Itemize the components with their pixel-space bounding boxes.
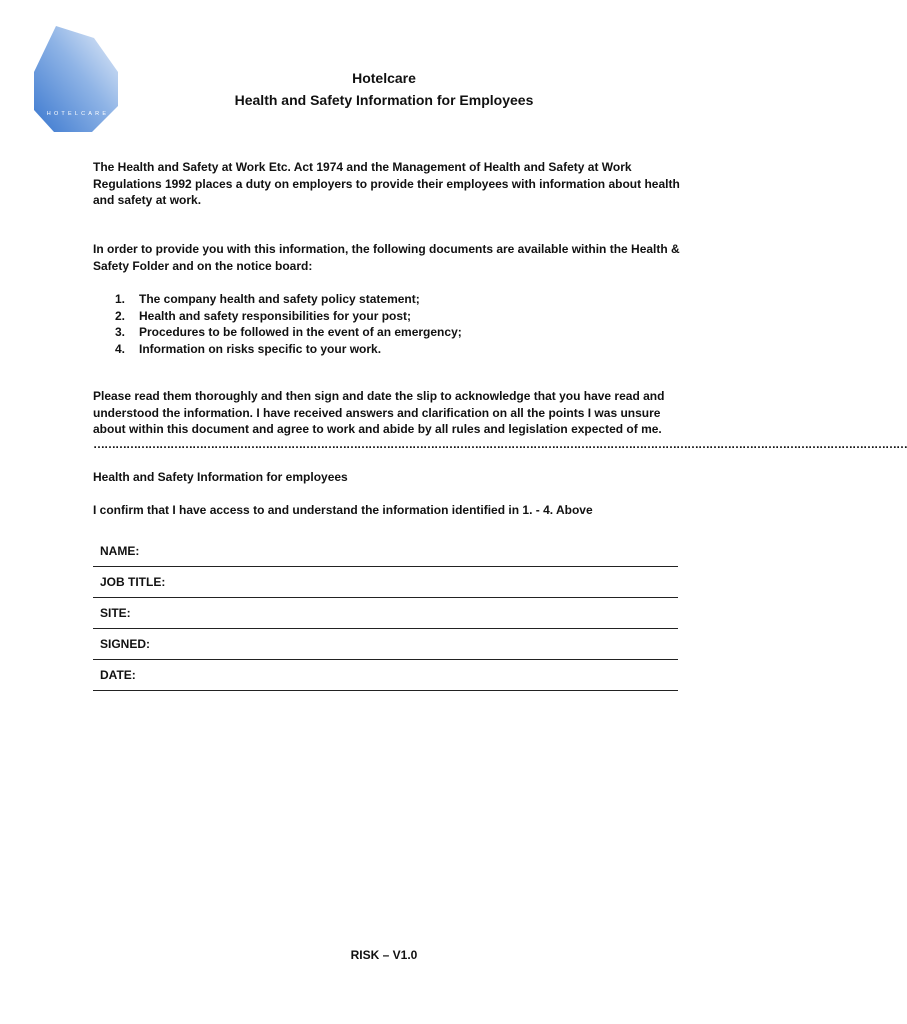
confirmation-statement: I confirm that I have access to and understand the information identified in 1. - 4. Above [93, 503, 593, 517]
logo-text: HOTELCARE [46, 111, 110, 117]
name-field[interactable] [93, 536, 678, 567]
list-item [93, 341, 462, 358]
availability-paragraph: In order to provide you with this information, the following documents are available within the Health & Safety Folder and on the notice board: [93, 242, 680, 273]
job-title-label: JOB TITLE: [100, 575, 166, 589]
list-text: Health and safety responsibilities for your post; [139, 308, 412, 323]
intro-paragraph: The Health and Safety at Work Etc. Act 1974 and the Management of Health and Safety at Work Regulations 1992 places a duty on employers to provide their employees with information about health and safety at work. [93, 160, 680, 207]
list-item [93, 324, 462, 341]
list-item [93, 291, 462, 308]
date-label: DATE: [100, 668, 136, 682]
site-label: SITE: [100, 606, 131, 620]
job-title-field[interactable] [93, 567, 678, 598]
list-text: Procedures to be followed in the event of an emergency; [139, 325, 462, 339]
signed-field[interactable] [93, 629, 678, 660]
list-number: 2. [115, 308, 126, 323]
slip-heading: Health and Safety Information for employees [93, 470, 348, 484]
site-field[interactable] [93, 598, 678, 629]
documents-list [93, 291, 462, 357]
signed-label: SIGNED: [100, 637, 151, 651]
cut-line: …………………………………………………………………………………………………………………………………………………………………………………………………… [93, 437, 907, 451]
acknowledgement-form [93, 536, 678, 691]
instruction-paragraph: Please read them thoroughly and then sign and date the slip to acknowledge that you have read and understood the information. I have received answers and clarification on all the points I was unsure about within this document and agree to work and abide by all rules and legislation expected of me. [93, 389, 665, 436]
list-number: 1. [115, 292, 126, 306]
list-item [93, 308, 462, 325]
version-footer: RISK – V1.0 [350, 948, 418, 962]
name-label: NAME: [100, 544, 140, 558]
list-text: The company health and safety policy statement; [139, 292, 420, 306]
list-number: 4. [115, 341, 126, 356]
list-number: 3. [115, 325, 126, 339]
date-field[interactable] [93, 660, 678, 691]
document-title: Health and Safety Information for Employees [234, 92, 534, 108]
company-name: Hotelcare [352, 70, 416, 86]
list-text: Information on risks specific to your work. [139, 341, 382, 356]
